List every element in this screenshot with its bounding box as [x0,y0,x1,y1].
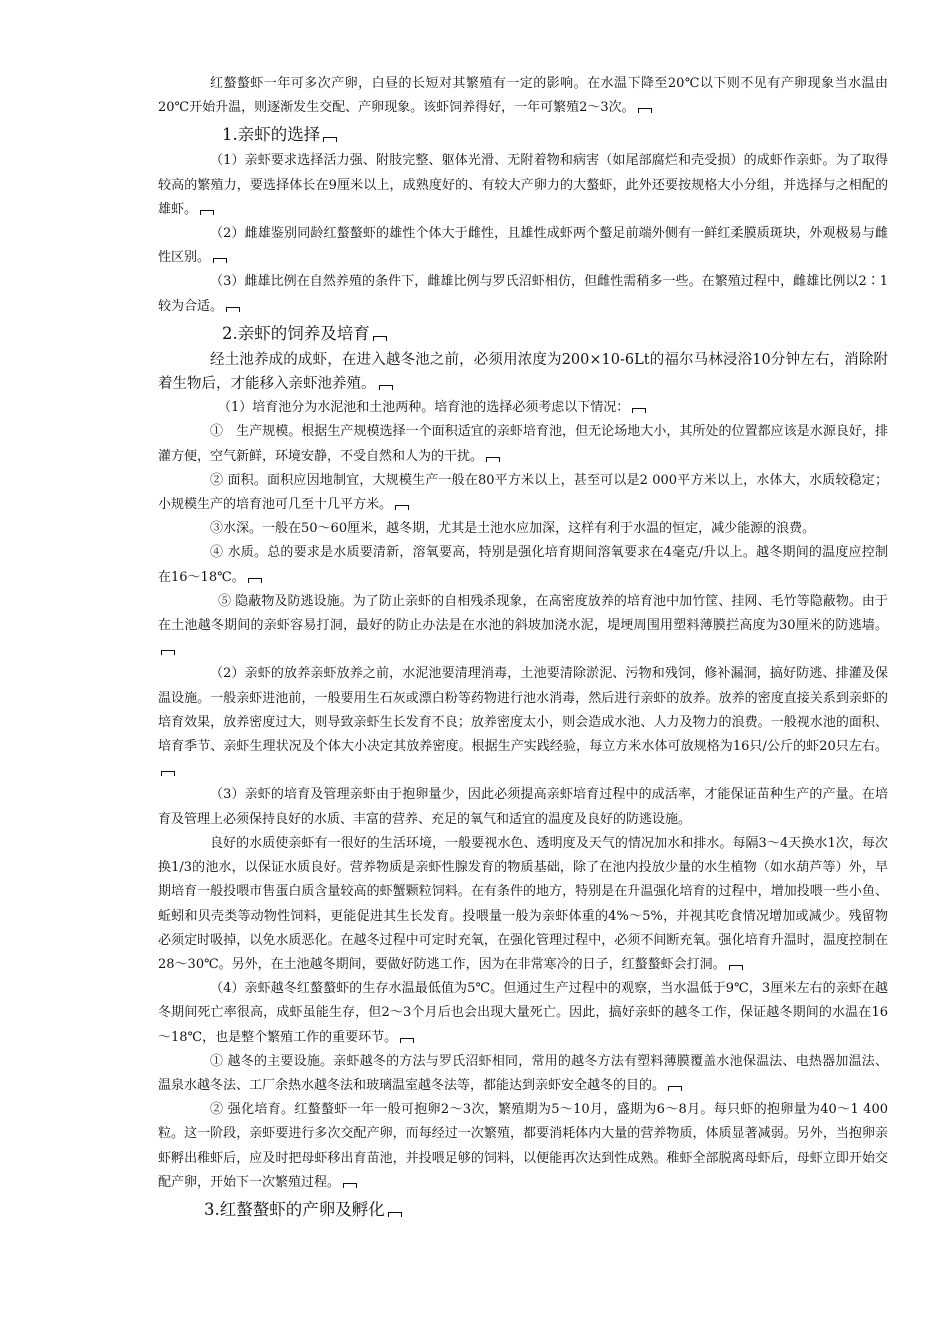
paragraph-text: 良好的水质使亲虾有一很好的生活环境，一般要视水色、透明度及天气的情况加水和排水。每隔3～4天换水1次，每次换1/3的池水，以保证水质良好。营养物质是亲虾性腺发育的物质基础，除了在池内投放少量的水生植物（如水葫芦等）外，早期培育一般投喂市售蛋白质含量较高的虾蟹颗粒饲料。在有条件的地方，特别是在升温强化培育的过程中，增加投喂一些小鱼、蚯蚓和贝壳类等动物性饲料，更能促进其生长发育。投喂量一般为亲虾体重的4%～5%，并视其吃食情况增加或减少。残留物必须定时吸掉，以免水质恶化。在越冬过程中可定时充氧，在强化管理过程中，必须不间断充氧。强化培育升温时，温度控制在28～30℃。另外，在土池越冬期间，要做好防逃工作，因为在非常寒冷的日子，红螯螯虾会打洞。 [158,835,888,972]
body-paragraph [158,72,888,120]
body-paragraph [158,149,888,222]
body-paragraph [158,348,888,396]
paragraph-mark-icon [395,505,409,510]
paragraph-mark-icon [379,385,393,390]
paragraph-mark-icon [638,108,652,113]
paragraph-mark-icon [200,210,214,215]
section-heading [158,1195,888,1224]
section-heading [158,319,888,348]
paragraph-mark-icon [632,408,646,413]
paragraph-mark-icon [729,965,743,970]
paragraph-text: （2）雌雄鉴别同龄红螯螯虾的雄性个体大于雌性，且雄性成虾两个螯足前端外侧有一鲜红柔膜质斑块，外观极易与雌性区别。 [158,226,888,266]
paragraph-text: 3.红螯螯虾的产卵及孵化 [204,1199,385,1219]
paragraph-mark-icon [161,771,175,776]
paragraph-text: ⑤ 隐蔽物及防逃设施。为了防止亲虾的自相残杀现象，在高密度放养的培育池中加竹筐、挂网、毛竹等隐蔽物。由于在土池越冬期间的亲虾容易打洞，最好的防止办法是在水池的斜坡加浇水泥，堤埂周围用塑料薄膜拦高度为30厘米的防逃墙。 [158,593,888,634]
paragraph-text: （1）培育池分为水泥池和土池两种。培育池的选择必须考虑以下情况： [218,400,630,416]
paragraph-mark-icon [323,137,337,142]
paragraph-text: ② 面积。面积应因地制宜，大规模生产一般在80平方米以上，甚至可以是2 000平方米以上，水体大，水质较稳定；小规模生产的培育池可几至十几平方米。 [158,472,888,513]
paragraph-mark-icon [213,258,227,263]
paragraph-text: ③水深。一般在50～60厘米，越冬期，尤其是土池水应加深，这样有利于水温的恒定，减少能源的浪费。 [210,521,816,537]
paragraph-mark-icon [388,1212,402,1217]
paragraph-text: 2.亲虾的饲养及培育 [222,323,370,343]
document-body [158,72,888,1224]
body-paragraph [158,832,888,977]
paragraph-mark-icon [161,650,175,655]
paragraph-text: （4）亲虾越冬红螯螯虾的生存水温最低值为5℃。但通过生产过程中的观察，当水温低于9℃，3厘米左右的亲虾在越冬期间死亡率很高，成虾虽能生存，但2～3个月后也会出现大量死亡。因此，搞好亲虾的越冬工作，保证越冬期间的水温在16～18℃，也是整个繁殖工作的重要环节。 [158,981,888,1045]
body-paragraph [158,1098,888,1195]
paragraph-text: ④ 水质。总的要求是水质要清新，溶氧要高，特别是强化培育期间溶氧要求在4毫克/升以上。越冬期间的温度应控制在16～18℃。 [158,545,888,585]
paragraph-text: ① 越冬的主要设施。亲虾越冬的方法与罗氏沼虾相同，常用的越冬方法有塑料薄膜覆盖水池保温法、电热器加温法、温泉水越冬法、工厂余热水越冬法和玻璃温室越冬法等，都能达到亲虾安全越冬的目的。 [158,1053,888,1093]
body-paragraph [158,222,888,270]
paragraph-mark-icon [668,1086,682,1091]
paragraph-text: 红螯螯虾一年可多次产卵，白昼的长短对其繁殖有一定的影响。在水温下降至20℃以下则不见有产卵现象当水温由20℃开始升温，则逐渐发生交配、产卵现象。该虾饲养得好，一年可繁殖2～3次。 [158,76,888,116]
paragraph-mark-icon [400,1038,414,1043]
paragraph-text: ① 生产规模。根据生产规模选择一个面积适宜的亲虾培育池，但无论场地大小，其所处的位置都应该是水源良好，排灌方便，空气新鲜，环境安静，不受自然和人为的干扰。 [158,424,888,464]
paragraph-text: 经土池养成的成虾，在进入越冬池之前，必须用浓度为200×10-6Lt的福尔马林浸浴10分钟左右，消除附着生物后，才能移入亲虾池养殖。 [158,351,888,393]
body-paragraph [158,662,888,783]
body-paragraph [158,977,888,1050]
body-paragraph [158,396,888,420]
paragraph-text: （1）亲虾要求选择活力强、附肢完整、躯体光滑、无附着物和病害（如尾部腐烂和壳受损）的成虾作亲虾。为了取得较高的繁殖力，要选择体长在9厘米以上，成熟度好的、有较大产卵力的大螯虾，此外还要按规格大小分组，并选择与之相配的雄虾。 [158,153,888,217]
paragraph-text: （3）雌雄比例在自然养殖的条件下，雌雄比例与罗氏沼虾相仿，但雌性需稍多一些。在繁殖过程中，雌雄比例以2∶1较为合适。 [158,274,888,314]
body-paragraph [158,590,888,663]
paragraph-mark-icon [373,336,387,341]
paragraph-text: 1.亲虾的选择 [222,125,321,145]
body-paragraph [158,517,888,541]
body-paragraph [158,469,888,517]
body-paragraph [158,783,888,831]
paragraph-mark-icon [248,578,262,583]
body-paragraph [158,270,888,318]
body-paragraph [158,1050,888,1098]
paragraph-mark-icon [226,307,240,312]
paragraph-text: ② 强化培育。红螯螯虾一年一般可抱卵2～3次，繁殖期为5～10月，盛期为6～8月。每只虾的抱卵量为40～1 400粒。这一阶段，亲虾要进行多次交配产卵，而每经过一次繁殖，都要消耗体内大量的营养物质，体质显著减弱。另外，当抱卵亲虾孵出稚虾后，应及时把母虾移出育苗池，并投喂足够的饲料，以便能再次达到性成熟。稚虾全部脱离母虾后，母虾立即开始交配产卵，开始下一次繁殖过程。 [158,1102,888,1190]
paragraph-text: （3）亲虾的培育及管理亲虾由于抱卵量少，因此必须提高亲虾培育过程中的成活率，才能保证苗种生产的产量。在培育及管理上必须保持良好的水质、丰富的营养、充足的氧气和适宜的温度及良好的防逃设施。 [158,787,888,827]
paragraph-text: （2）亲虾的放养亲虾放养之前，水泥池要清理消毒，土池要清除淤泥、污物和残饲，修补漏洞，搞好防逃、排灌及保温设施。一般亲虾进池前，一般要用生石灰或漂白粉等药物进行池水消毒，然后进行亲虾的放养。放养的密度直接关系到亲虾的培育效果，放养密度过大，则导致亲虾生长发育不良；放养密度太小，则会造成水池、人力及物力的浪费。一般视水池的面积、培育季节、亲虾生理状况及个体大小决定其放养密度。根据生产实践经验，每立方米水体可放规格为16只/公斤的虾20只左右。 [158,666,888,755]
paragraph-mark-icon [343,1183,357,1188]
body-paragraph [158,541,888,589]
body-paragraph [158,420,888,468]
paragraph-mark-icon [486,457,500,462]
section-heading [158,120,888,149]
